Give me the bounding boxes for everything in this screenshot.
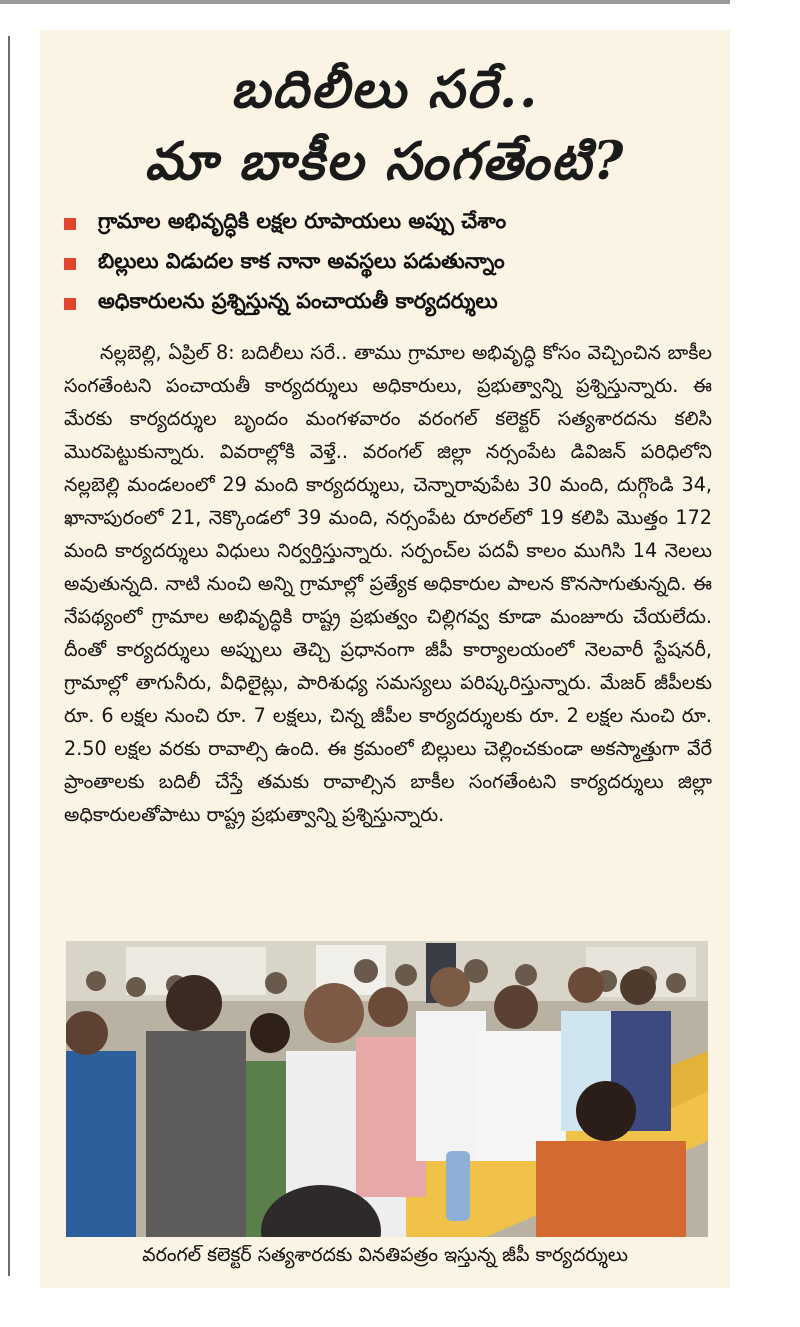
bullet-point <box>64 204 714 244</box>
bullet-text: గ్రామాల అభివృద్ధికి లక్షల రూపాయలు అప్పు చేశాం <box>98 209 507 233</box>
left-column-rule <box>8 36 10 1276</box>
top-border <box>0 0 730 4</box>
highlight-bullets <box>64 204 714 324</box>
bullet-square-icon <box>64 218 76 230</box>
bullet-text: బిల్లులు విడుదల కాక నానా అవస్థలు పడుతున్నాం <box>98 249 505 273</box>
photo-caption: వరంగల్ కలెక్టర్ సత్యశారదకు వినతిపత్రం ఇస్తున్న జీపీ కార్యదర్శులు <box>142 1244 628 1266</box>
news-photo-illustration <box>66 941 708 1237</box>
bullet-point <box>64 284 714 324</box>
headline-line-2: మా బాకీల సంగతేంటి? <box>144 131 626 192</box>
bullet-text: అధికారులను ప్రశ్నిస్తున్న పంచాయతీ కార్యదర్శులు <box>98 289 498 313</box>
news-clipping <box>40 30 730 1288</box>
bullet-square-icon <box>64 298 76 310</box>
headline-line-1: బదిలీలు సరే.. <box>230 59 540 120</box>
bullet-square-icon <box>64 258 76 270</box>
news-photo <box>66 941 708 1237</box>
article-body: నల్లబెల్లి, ఏప్రిల్ 8: బదిలీలు సరే.. తాము గ్రామాల అభివృద్ధి కోసం వెచ్చించిన బాకీల సంగతేంటని పంచాయతీ కార్యదర్శులు అధికారులు, ప్రభుత్వాన్ని ప్రశ్నిస్తున్నారు. ఈ మేరకు కార్యదర్శుల బృందం మంగళవారం వరంగల్ కలెక్టర్ సత్యశారదను కలిసి మొరపెట్టుకున్నారు. వివరాల్లోకి వెళ్తే.. వరంగల్ జిల్లా నర్సంపేట డివిజన్ పరిధిలోని నల్లబెల్లి మండలంలో 29 మంది కార్యదర్శులు, చెన్నారావుపేట 30 మంది, దుగ్గొండి 34, ఖానాపురంలో 21, నెక్కొండలో 39 మంది, నర్సంపేట రూరల్‌లో 19 కలిపి మొత్తం 172 మంది కార్యదర్శులు విధులు నిర్వర్తిస్తున్నారు. సర్పంచ్‌ల పదవీ కాలం ముగిసి 14 నెలలు అవుతున్నది. నాటి నుంచి అన్ని గ్రామాల్లో ప్రత్యేక అధికారుల పాలన కొనసాగుతున్నది. ఈ నేపథ్యంలో గ్రామాల అభివృద్ధికి రాష్ట్ర ప్రభుత్వం చిల్లిగవ్వ కూడా మంజూరు చేయలేదు. దీంతో కార్యదర్శులు అప్పులు తెచ్చి ప్రధానంగా జీపీ కార్యాలయంలో నెలవారీ స్టేషనరీ, గ్రామాల్లో తాగునీరు, వీధిలైట్లు, పారిశుధ్య సమస్యలు పరిష్కరిస్తున్నారు. మేజర్ జీపీలకు రూ. 6 లక్షల నుంచి రూ. 7 లక్షలు, చిన్న జీపీల కార్యదర్శులకు రూ. 2 లక్షల నుంచి రూ. 2.50 లక్షల వరకు రావాల్సి ఉంది. ఈ క్రమంలో బిల్లులు చెల్లించకుండా అకస్మాత్తుగా వేరే ప్రాంతాలకు బదిలీ చేస్తే తమకు రావాల్సిన బాకీల సంగతేంటని కార్యదర్శులు జిల్లా అధికారులతోపాటు రాష్ట్ర ప్రభుత్వాన్ని ప్రశ్నిస్తున్నారు. <box>64 341 712 826</box>
bullet-point <box>64 244 714 284</box>
